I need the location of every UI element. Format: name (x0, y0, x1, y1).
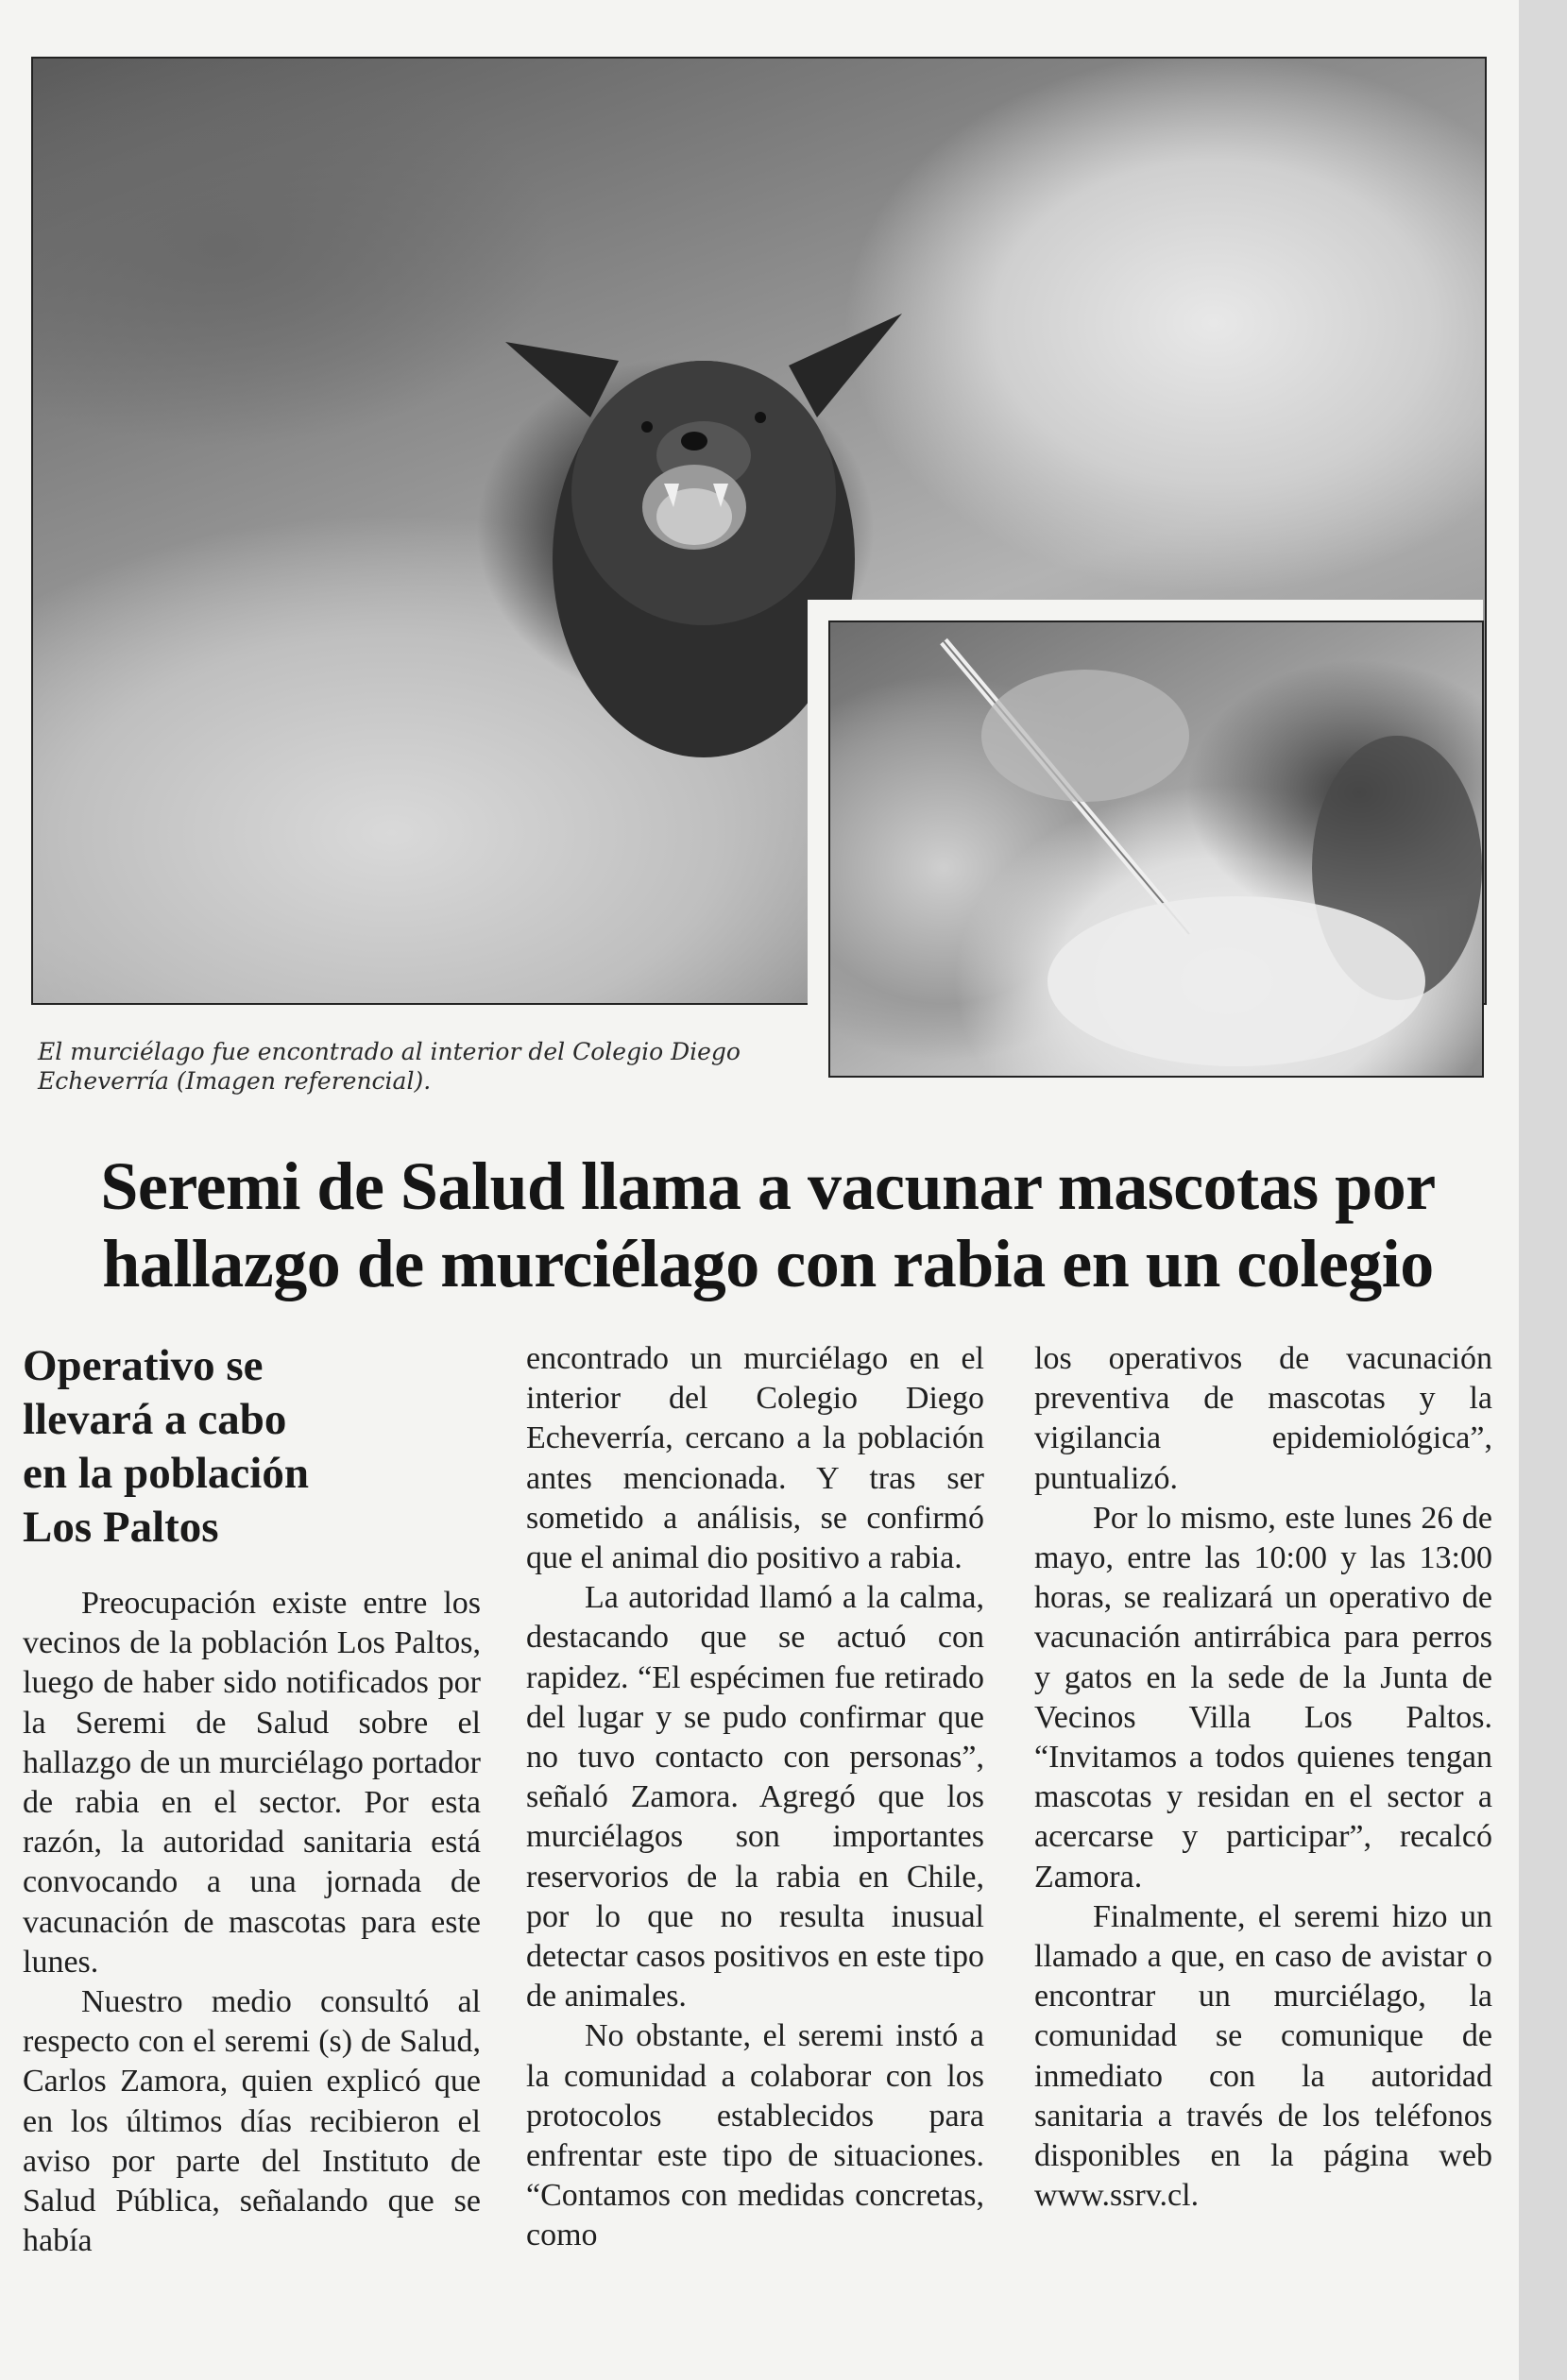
paragraph: No obstante, el seremi instó a la comunidad a colaborar con los protocolos establecidos para enfrentar este tipo de situaciones. “Contamos con medidas concretas, como (526, 2018, 984, 2253)
headline: Seremi de Salud llama a vacunar mascotas por hallazgo de murciélago con rabia en un colegio (100, 1148, 1436, 1301)
vaccination-photo-frame (808, 600, 1483, 1081)
vaccination-photo (828, 620, 1484, 1078)
page-margin (1519, 0, 1567, 2380)
paragraph: los operativos de vacunación preventiva de mascotas y la vigilancia epidemiológica”, puntualizó. (1034, 1341, 1492, 1496)
paragraph: La autoridad llamó a la calma, destacando que se actuó con rapidez. “El espécimen fue retirado del lugar y se pudo confirmar que no tuvo contacto con personas”, señaló Zamora. Agregó que los murciélagos son importantes reservorios de la rabia en Chile, por lo que no resulta inusual detectar casos positivos en este tipo de animales. (526, 1580, 984, 2014)
syringe-illustration (830, 622, 1482, 1076)
paragraph: encontrado un murciélago en el interior del Colegio Diego Echeverría, cercano a la población antes mencionada. Y tras ser sometido a análisis, se confirmó que el animal dio positivo a rabia. (526, 1341, 984, 1576)
paragraph: Nuestro medio consultó al respecto con el seremi (s) de Salud, Carlos Zamora, quien explicó que en los últimos días recibieron el aviso por parte del Instituto de Salud Pública, señalando que se había (23, 1984, 481, 2259)
article-column-2 (526, 1339, 984, 2256)
paragraph: Por lo mismo, este lunes 26 de mayo, entre las 10:00 y las 13:00 horas, se realizará un operativo de vacunación antirrábica para perros y gatos en la sede de la Junta de Vecinos Villa Los Paltos. “Invitamos a todos quienes tengan mascotas y residan en el sector a acercarse y participar”, recalcó Zamora. (1034, 1500, 1492, 1895)
photo-caption: El murciélago fue encontrado al interior del Colegio Diego Echeverría (Imagen referencial). (38, 1038, 741, 1095)
article-column-3 (1034, 1339, 1492, 2216)
article-column-1 (23, 1584, 481, 2261)
subheadline: Operativo se llevará a cabo en la población Los Paltos (23, 1341, 309, 1552)
paragraph: Finalmente, el seremi hizo un llamado a que, en caso de avistar o encontrar un murciélago, la comunidad se comunique de inmediato con la autoridad sanitaria a través de los teléfonos disponibles en la página web www.ssrv.cl. (1034, 1898, 1492, 2214)
paragraph: Preocupación existe entre los vecinos de la población Los Paltos, luego de haber sido notificados por la Seremi de Salud sobre el hallazgo de un murciélago portador de rabia en el sector. Por esta razón, la autoridad sanitaria está convocando a una jornada de vacunación de mascotas para este lunes. (23, 1586, 481, 1980)
